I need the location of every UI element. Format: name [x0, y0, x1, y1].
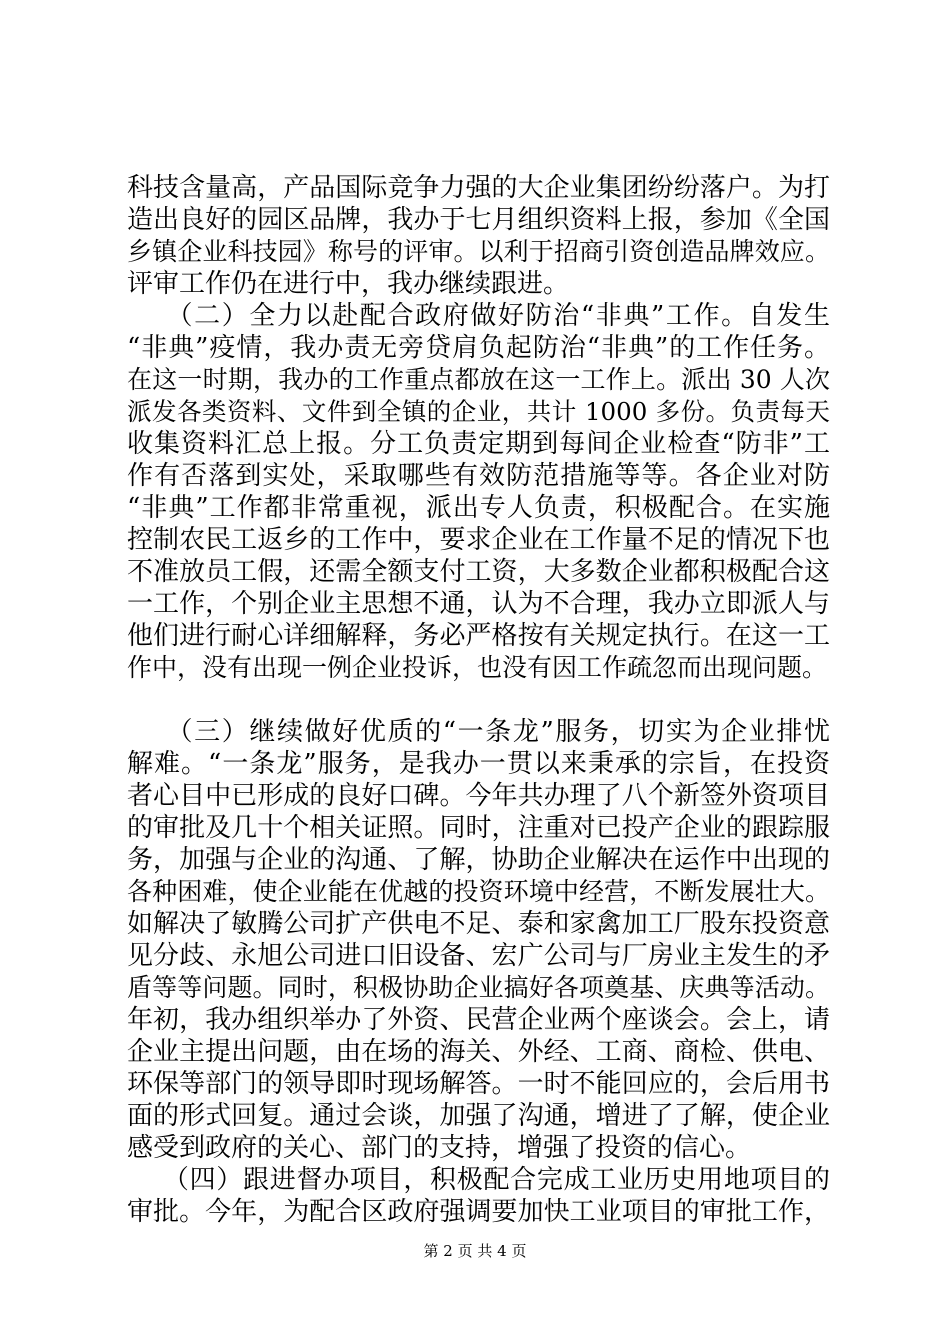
text-line: 作有否落到实处，采取哪些有效防范措施等等。各企业对防 [127, 461, 830, 491]
text-line: 派发各类资料、文件到全镇的企业，共计 1000 多份。负责每天 [127, 397, 830, 426]
text-line: 评审工作仍在进行中，我办继续跟进。 [127, 269, 570, 299]
text-line: 面的形式回复。通过会谈，加强了沟通，增进了了解，使企业 [127, 1101, 830, 1131]
text-line: “非典”疫情，我办责无旁贷肩负起防治“非典”的工作任务。 [127, 333, 830, 363]
text-line: （四）跟进督办项目，积极配合完成工业历史用地项目的 [127, 1165, 830, 1195]
paragraph-1 [127, 172, 830, 300]
text-line: 环保等部门的领导即时现场解答。一时不能回应的，会后用书 [127, 1069, 830, 1099]
text-line: 如解决了敏腾公司扩产供电不足、泰和家禽加工厂股东投资意 [127, 909, 830, 939]
text-line: 作中，没有出现一例企业投诉，也没有因工作疏忽而出现问题。 [127, 653, 828, 682]
text-line: 在这一时期，我办的工作重点都放在这一工作上。派出 30 人次 [127, 365, 830, 394]
text-line: 感受到政府的关心、部门的支持，增强了投资的信心。 [127, 1133, 752, 1163]
text-line: 企业主提出问题，由在场的海关、外经、工商、商检、供电、 [127, 1037, 830, 1067]
text-line: 一工作，个别企业主思想不通，认为不合理，我办立即派人与 [127, 589, 830, 619]
text-line: （三）继续做好优质的“一条龙”服务，切实为企业排忧 [127, 717, 830, 747]
text-line: “非典”工作都非常重视，派出专人负责，积极配合。在实施 [127, 493, 830, 523]
text-line: 见分歧、永旭公司进口旧设备、宏广公司与厂房业主发生的矛 [127, 941, 830, 971]
text-line: 审批。今年，为配合区政府强调要加快工业项目的审批工作， [127, 1197, 830, 1227]
text-line: 科技含量高，产品国际竞争力强的大企业集团纷纷落户。为打 [127, 173, 830, 203]
paragraph-2 [127, 300, 830, 684]
paragraph-gap [127, 684, 830, 716]
text-line: （二）全力以赴配合政府做好防治“非典”工作。自发生 [127, 301, 830, 331]
page-number-footer: 第 2 页 共 4 页 [423, 1242, 527, 1260]
paragraph-4 [127, 1164, 830, 1228]
text-line: 控制农民工返乡的工作中，要求企业在工作量不足的情况下也 [127, 525, 830, 555]
text-line: 解难。“一条龙”服务，是我办一贯以来秉承的宗旨，在投资 [127, 749, 830, 779]
text-line: 乡镇企业科技园》称号的评审。以利于招商引资创造品牌效应。 [127, 237, 830, 266]
text-line: 者心目中已形成的良好口碑。今年共办理了八个新签外资项目 [127, 781, 830, 811]
text-line: 的审批及几十个相关证照。同时，注重对已投产企业的跟踪服 [127, 813, 830, 843]
text-line: 不准放员工假，还需全额支付工资，大多数企业都积极配合这 [127, 557, 830, 587]
text-line: 收集资料汇总上报。分工负责定期到每间企业检查“防非”工 [127, 429, 830, 459]
text-line: 他们进行耐心详细解释，务必严格按有关规定执行。在这一工 [127, 621, 830, 651]
text-line: 务，加强与企业的沟通、了解，协助企业解决在运作中出现的 [127, 845, 830, 875]
text-line: 盾等等问题。同时，积极协助企业搞好各项奠基、庆典等活动。 [127, 973, 830, 1002]
text-line: 各种困难，使企业能在优越的投资环境中经营，不断发展壮大。 [127, 877, 830, 906]
text-line: 年初，我办组织举办了外资、民营企业两个座谈会。会上，请 [127, 1005, 830, 1035]
paragraph-3 [127, 716, 830, 1164]
body-text [127, 172, 830, 1228]
text-line: 造出良好的园区品牌，我办于七月组织资料上报，参加《全国 [127, 205, 830, 235]
